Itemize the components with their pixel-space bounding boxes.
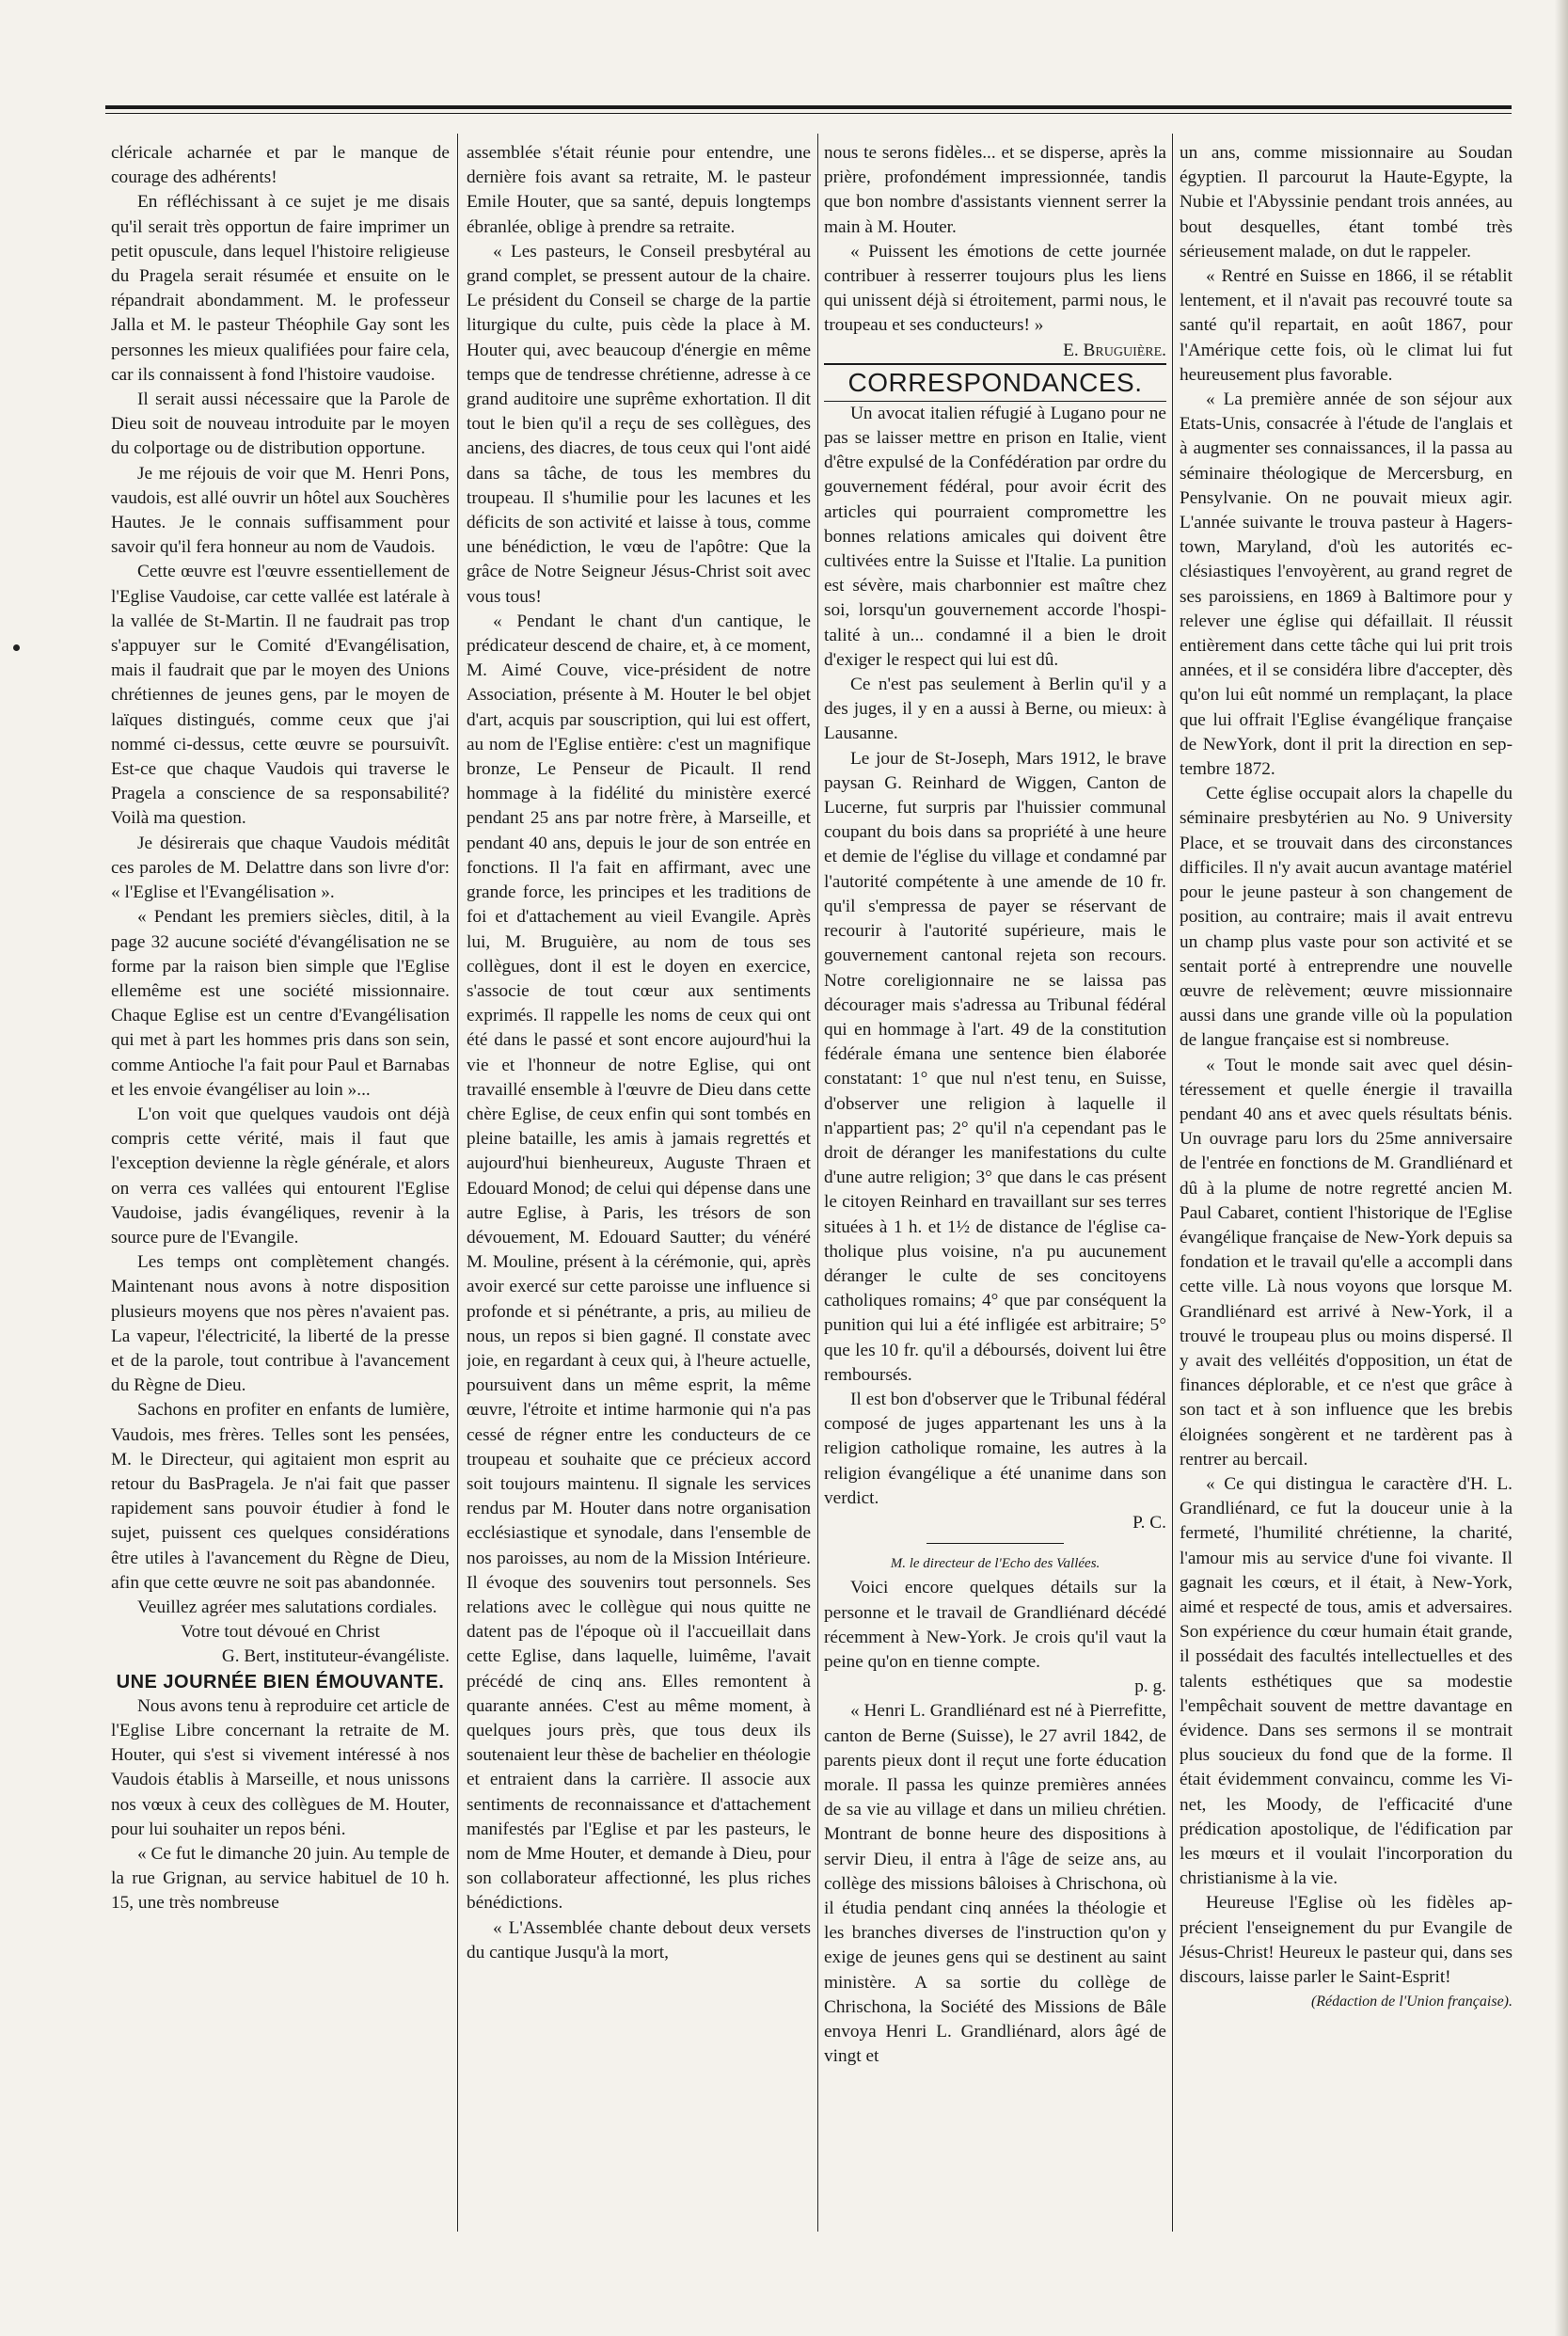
column-divider	[457, 134, 458, 2232]
article-headline: UNE JOURNÉE BIEN ÉMOUVANTE.	[116, 1671, 445, 1692]
paragraph: Nous avons tenu à reproduire cet article de l'Eglise Libre concernant la retraite de M. Houter, qui s'est si vivement intéressé à nos Vaudois établis à Marseille, et nous unissons nos vœux à ceux des collègues de M. Houter, pour lui souhaiter un repos béni.	[111, 1695, 450, 1839]
column-divider	[1172, 134, 1173, 2232]
paragraph: L'on voit que quelques vaudois ont déjà compris cette vérité, mais il faut que l'exception devienne la règle générale, et alors on verra ces vallées qui entourent l'Eglise Vaudoise, jadis évangéliques, revenir à la source pure de l'Evangile.	[111, 1104, 450, 1247]
paragraph: Le jour de St-Joseph, Mars 1912, le brave paysan G. Reinhard de Wiggen, Canton de Lucerne, fut surpris par l'huissier communal coupant du bois dans sa propriété à une heure et demie de l'église du village et condamné par l'autorité compétente à une amende de 10 fr. qu'il s'empressa de payer se réservant de recourir à l'autorité supérieure, mais le gouvernement cantonal rejeta son recours. Notre coreligionnaire ne se laissa pas décourager mais s'adressa au Tribunal fédéral qui en hommage à l'art. 49 de la constitution fédérale émana une sentence bien élaborée constatant: 1° que nul n'est tenu, en Suisse, d'observer une religion à laquelle il n'appartient pas; 2° qu'il n'a cependant pas le droit de déranger les manifestations du culte d'une autre religion; 3° que dans le cas présent le citoyen Reinhard en travaillant sur ses terres situées à 1 h. et 1½ de distance de l'église catholique plus voisine, n'a pu aucunement déranger le culte de ses concitoyens catholiques romains; 4° que par conséquent la punition qui lui a été infligée est arbitraire; 5° que les 10 fr. qu'il a déboursés, doivent lui être remboursés.	[824, 748, 1166, 1385]
signature-author: E. Bruguière.	[1063, 340, 1166, 360]
paragraph: « Pendant le chant d'un cantique, le prédicateur descend de chaire, et, à ce moment, M. Aimé Couve, vice-président de notre Association, présente à M. Houter le bel objet d'art, acquis par souscription, qui lui est offert, au nom de l'Eglise entière: c'est un magnifique bronze, Le Penseur de Picault. Il rend hommage à la fidélité du ministère exercé pendant 25 ans par notre frère, à Marseille, et pendant 40 ans, depuis le jour de son entrée en fonctions. Il l'a fait en affirmant, avec une grande force, les principes et les traditions de foi et d'attachement au vieil Evangile. Après lui, M. Bruguière, au nom de tous ses collègues, dont il est le doyen en exercice, s'associe de tout cœur aux sentiments exprimés. Il rappelle les noms de ceux qui ont été dans le passé et sont encore aujourd'hui la vie et l'honneur de notre Eglise, qui ont travaillé ensemble à l'œuvre de Dieu dans cette chère Eglise, de ceux enfin qui sont tombés en pleine bataille, les amis à jamais regrettés et aujourd'hui bienheureux, Auguste Thraen et Edouard Monod; de celui qui dépense dans une autre Eglise, à Paris, les trésors de son dévouement, M. Edouard Sautter; du vénéré M. Mouline, présent à la cérémonie, qui, après avoir exercé sur cette paroisse une influence si profonde et si pénétrante, a pris, au milieu de nous, un repos si bien gagné. Il constate avec joie, en regardant à ceux qui, à l'heure actuelle, poursuivent dans un même esprit, la même œuvre, l'étroite et intime harmonie qui n'a pas cessé de régner entre les conducteurs de ce troupeau et souhaite que ce précieux accord soit toujours maintenu. Il signale les services rendus par M. Houter dans notre organisation ecclésiastique et synodale, dans l'ensemble de nos paroisses, au nom de la Mission Intérieure. Il évoque des souvenirs tout personnels. Ses relations avec le collègue qui nous quitte ne datent pas de l'époque où il l'accueillait dans cette Eglise, dans laquelle, luimême, l'avait précédé de cinq ans. Elles remontent à quarante années. C'est au même moment, à quelques jours près, que tous deux ils soutenaient leur thèse de bachelier en théologie et entraient dans la carrière. Il associe aux sentiments de reconnaissance et d'attachement manifestés par l'Eglise et par les pasteurs, le nom de Mme Houter, et demande à Dieu, pour son collaborateur affectionné, les plus riches bénédictions.	[467, 611, 811, 1914]
column-2	[467, 141, 811, 2305]
separator-rule	[927, 1543, 1064, 1544]
paragraph: « La première année de son séjour aux Etats-Unis, consacrée à l'étude de l'anglais et à augmenter ses connaissances, il la passa au séminaire théologique de Mercersburg, en Pensylvanie. On ne pouvait mieux agir. L'année suivante le trouva pasteur à Hagerstown, Maryland, d'où les autorités ecclésiastiques l'envoyèrent, au grand regret de ses paroissiens, en 1869 à Baltimore pour y relever une église qui défaillait. Il réussit entièrement dans cette tâche qui lui prit trois années, et il se considéra libre d'accepter, dès qu'on lui eût nommé un remplaçant, la place que lui offrait l'Eglise évangélique française de NewYork, dont il prit la direction en septembre 1872.	[1180, 389, 1513, 780]
paragraph: Je me réjouis de voir que M. Henri Pons, vaudois, est allé ouvrir un hôtel aux Souchères Hautes. Je le connais suffisamment pour savoir qu'il fera honneur au nom de Vaudois.	[111, 463, 450, 558]
column-3	[824, 141, 1166, 2305]
paragraph: En réfléchissant à ce sujet je me disais qu'il serait très opportun de faire imprimer un petit opuscule, dans lequel l'histoire religieuse du Pragela serait résumée et ensuite on le répandrait abondamment. M. le professeur Jalla et M. le pasteur Théophile Gay sont les personnes les mieux qualifiées pour faire cela, car ils connaissent à fond l'histoire vaudoise.	[111, 192, 450, 385]
paragraph: Je désirerais que chaque Vaudois méditât ces paroles de M. Delattre dans son livre d'or: « l'Eglise et l'Evangélisation ».	[111, 833, 450, 903]
signature-initials: P. C.	[1132, 1512, 1166, 1533]
paragraph: un ans, comme missionnaire au Soudan égyptien. Il parcourut la Haute-Egypte, la Nubie et l'Abyssinie pendant trois années, au bout desquelles, étant tombé très sérieusement malade, on dut le rappeler.	[1180, 143, 1513, 262]
paragraph: nous te serons fidèles... et se disperse, après la prière, profondément impressionnée, tandis que bon nombre d'assistants viennent serrer la main à M. Houter.	[824, 143, 1166, 237]
paragraph: « Les pasteurs, le Conseil presbytéral au grand complet, se pressent autour de la chaire. Le président du Conseil se charge de la partie liturgique du culte, puis cède la place à M. Houter qui, avec beaucoup d'énergie en même temps que de tendresse chrétienne, adresse à ce grand auditoire une suprême exhortation. Il dit tout le bien qu'il a reçu de ses collègues, des anciens, des diacres, de tous ceux qui l'ont aidé dans sa tâche, de tous les membres du troupeau. Il s'humilie pour les lacunes et les déficits de son activité et laisse à tous, comme une bénédiction, le vœu de l'apôtre: Que la grâce de Notre Seigneur Jésus-Christ soit avec vous tous!	[467, 241, 811, 607]
paragraph: « Tout le monde sait avec quel désintéressement et quelle énergie il travailla pendant 40 ans et avec quels résultats bénis. Un ouvrage paru lors du 25me anniversaire de l'entrée en fonctions de M. Grandliénard et dû à la plume de notre regretté ancien M. Paul Cabaret, contient l'historique de l'Eglise évangélique française de New-York depuis sa fondation et le travail qu'elle a accompli dans cette ville. Là nous voyons que lorsque M. Grandliénard est arrivé à New-York, il a trouvé le troupeau plus ou moins dispersé. Il y avait des velléités d'opposition, un état de finances déplorable, et ce n'est que grâce à son tact et à son influence que les brebis éloignées songèrent et ne tardèrent pas à rentrer au bercail.	[1180, 1055, 1513, 1470]
section-heading-correspondances: CORRESPONDANCES.	[824, 363, 1166, 402]
paragraph: assemblée s'était réunie pour entendre, une dernière fois avant sa retraite, M. le pasteur Emile Houter, que sa santé, depuis longtemps ébranlée, oblige à prendre sa retraite.	[467, 143, 811, 237]
signature-author: G. Bert, instituteur-évangéliste.	[221, 1646, 450, 1667]
paragraph: « Henri L. Grandliénard est né à Pierrefitte, canton de Berne (Suisse), le 27 avril 1842, de parents pieux dont il reçut une forte éducation morale. Il passa les quinze premières années de sa vie au village et dans un milieu chrétien. Montrant de bonne heure des dispositions à servir Dieu, il entra à l'âge de seize ans, au collège des missions bâloises à Chrischona, où il étudia pendant cinq années la théologie et les branches diverses de l'instruction qu'on y exige de jeunes gens qui se destinent au saint ministère. A sa sortie du collège de Chrischona, la Société des Missions de Bâle envoya Henri L. Grandliénard, alors âgé de vingt et	[824, 1701, 1166, 2067]
paragraph: Cette église occupait alors la chapelle du séminaire presbytérien au No. 9 University Place, et se trouvait dans des circonstances difficiles. Il n'y avait aucun avantage matériel pour le jeune pasteur à son changement de position, au contraire; mais il avait entrevu un champ plus vaste pour son activité et se sentait porté à entreprendre une nouvelle œuvre de relèvement; œuvre missionnaire aussi dans une grande ville où la population de langue française est si nombreuse.	[1180, 784, 1513, 1051]
paragraph: Il serait aussi nécessaire que la Parole de Dieu soit de nouveau introduite par le moyen du colportage ou de distribution opportune.	[111, 389, 450, 459]
signature-closing: Votre tout dévoué en Christ	[181, 1622, 380, 1643]
paragraph: Un avocat italien réfugié à Lugano pour ne pas se laisser mettre en prison en Italie, vient d'être expulsé de la Confédération par ordre du gouvernement fédéral, pour avoir écrit des articles qui pourraient compromettre les bonnes relations amicales qui doivent être cultivées entre la Suisse et l'Italie. La punition est sévère, mais charbonnier est maître chez soi, lorsqu'un gouvernement accorde l'hospitalité à un... condamné il a bien le droit d'exiger le respect qui lui est dû.	[824, 403, 1166, 670]
paragraph: Sachons en profiter en enfants de lumière, Vaudois, mes frères. Telles sont les pensées, M. le Directeur, qui agitaient mon esprit au retour du BasPragela. Je n'ai fait que passer rapidement sans pouvoir étudier à fond le sujet, puissent ces quelques considérations être utiles à l'avancement du Règne de Dieu, afin que cette œuvre ne soit pas abandonnée.	[111, 1400, 450, 1593]
punch-hole-mark	[13, 644, 20, 651]
paragraph: cléricale acharnée et par le manque de courage des adhérents!	[111, 143, 450, 188]
page-edge-shadow	[1555, 0, 1568, 2336]
column-divider	[817, 134, 818, 2232]
paragraph: « L'Assemblée chante debout deux versets du cantique Jusqu'à la mort,	[467, 1917, 811, 1963]
paragraph: Ce n'est pas seulement à Berlin qu'il y a des juges, il y en a aussi à Berne, ou mieux: à Lausanne.	[824, 675, 1166, 744]
paragraph: « Puissent les émotions de cette journée contribuer à resserrer toujours plus les liens qui unissent déjà si étroitement, parmi nous, le troupeau et ses conducteurs! »	[824, 241, 1166, 336]
column-1	[111, 141, 450, 2305]
column-4	[1180, 141, 1513, 2305]
paragraph: « Ce qui distingua le caractère d'H. L. Grandliénard, ce fut la douceur unie à la fermeté, l'humilité chrétienne, la charité, l'amour mis au service d'une foi vivante. Il gagnait les cœurs, et il était, à New-York, aimé et respecté de tous, amis et adversaires. Son expérience du cœur humain était grande, il possédait des facultés intellectuelles et des talents esthétiques que sa modestie l'empêchait souvent de mettre davantage en évidence. Dans ses sermons il se montrait plus soucieux du fond que de la forme. Il était évidemment convaincu, comme les Vinet, les Moody, de l'efficacité d'une prédication apostolique, de l'édification par les mœurs et il voulait l'incorporation du christianisme à la vie.	[1180, 1473, 1513, 1889]
signature-initials: p. g.	[1134, 1677, 1166, 1697]
paragraph: « Pendant les premiers siècles, ditil, à la page 32 aucune société d'évangélisation ne se forme par la raison bien simple que l'Eglise ellemême est une société missionnaire. Chaque Eglise est un centre d'Evangélisation qui met à part les hommes pris dans son sein, comme Antioche l'a fait pour Paul et Barnabas et les envoie évangéliser au loin »...	[111, 907, 450, 1100]
paragraph: « Rentré en Suisse en 1866, il se rétablit lentement, et il n'avait pas recouvré toute sa santé qu'il repartait, en août 1867, pour l'Amérique cette fois, où le climat lui fut heureusement plus favorable.	[1180, 266, 1513, 385]
paragraph: Veuillez agréer mes salutations cordiales.	[137, 1597, 437, 1617]
letter-heading: M. le directeur de l'Echo des Vallées.	[890, 1556, 1101, 1572]
paragraph: « Ce fut le dimanche 20 juin. Au temple de la rue Grignan, au service habituel de 10 h. 15, une très nombreuse	[111, 1844, 450, 1914]
masthead-rule	[105, 105, 1512, 109]
paragraph: Heureuse l'Eglise où les fidèles apprécient l'enseignement du pur Evangile de Jésus-Christ! Heureux le pasteur qui, dans ses discours, laisse parler le Saint-Esprit!	[1180, 1893, 1513, 1988]
paragraph: Il est bon d'observer que le Tribunal fédéral composé de juges appartenant les uns à la religion catholique romaine, les autres à la religion évangélique a été unanime dans son verdict.	[824, 1389, 1166, 1508]
paragraph: Cette œuvre est l'œuvre essentiellement de l'Eglise Vaudoise, car cette vallée est latérale à la vallée de St-Martin. Il ne faudrait pas trop s'appuyer sur le Comité d'Evangélisation, mais il faudrait que par le moyen des Unions chrétiennes de jeunes gens, par le moyen de laïques distingués, comme ceux que j'ai nommé ci-dessus, cette œuvre se poursuivît. Est-ce que chaque Vaudois qui traverse le Pragela a conscience de sa responsabilité? Voilà ma question.	[111, 562, 450, 829]
paragraph: Les temps ont complètement changés. Maintenant nous avons à notre disposition plusieurs moyens que nos pères n'avaient pas. La vapeur, l'électricité, la liberté de la presse et de la parole, tout contribue à l'avancement du Règne de Dieu.	[111, 1252, 450, 1396]
paragraph: Voici encore quelques détails sur la personne et le travail de Grandliénard décédé récemment à New-York. Je crois qu'il vaut la peine qu'on en tienne compte.	[824, 1578, 1166, 1672]
source-credit: (Rédaction de l'Union française).	[1310, 1994, 1513, 2010]
masthead-rule-thin	[105, 113, 1512, 114]
